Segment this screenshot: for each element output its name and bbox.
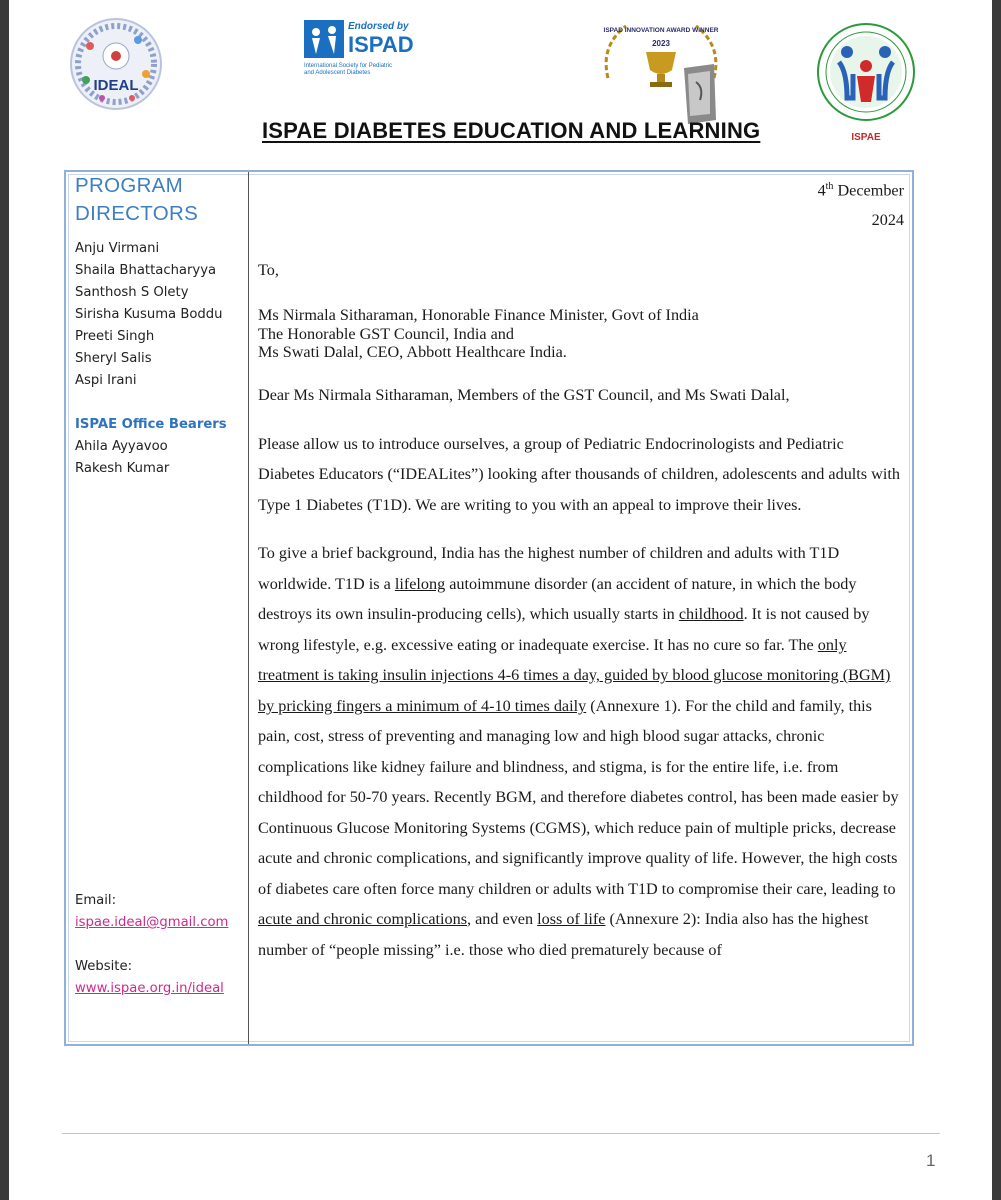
date-month: December <box>833 181 904 200</box>
website-link[interactable]: www.ispae.org.in/ideal <box>75 981 224 996</box>
left-window-edge <box>0 0 9 1200</box>
page-title: ISPAE DIABETES EDUCATION AND LEARNING <box>262 118 761 143</box>
column-divider <box>248 172 249 1044</box>
address-block <box>258 306 904 362</box>
date-suffix: th <box>825 181 834 192</box>
ispae-society-logo <box>805 14 927 146</box>
date-day: 4 <box>817 181 826 200</box>
address-line: Ms Nirmala Sitharaman, Honorable Finance Minister, Govt of India <box>258 305 699 324</box>
svg-text:and Adolescent Diabetes: and Adolescent Diabetes <box>304 70 371 76</box>
director-name: Sirisha Kusuma Boddu <box>75 307 223 322</box>
address-line: The Honorable GST Council, India and <box>258 324 514 343</box>
page-number: 1 <box>926 1151 936 1170</box>
ispad-endorsement-logo <box>302 16 426 76</box>
letter-year: 2024 <box>871 211 904 230</box>
office-bearer-name: Ahila Ayyavoo <box>75 439 168 454</box>
director-name: Sheryl Salis <box>75 351 152 366</box>
ispad-name: ISPAD <box>348 32 414 57</box>
program-directors-heading: PROGRAM DIRECTORS <box>75 174 199 225</box>
salutation: Dear Ms Nirmala Sitharaman, Members of the GST Council, and Ms Swati Dalal, <box>258 386 790 405</box>
ispad-endorsed-text: Endorsed by <box>348 21 409 32</box>
award-year: 2023 <box>652 39 670 48</box>
svg-text:International Society for Pedi: International Society for Pediatric <box>304 63 393 69</box>
right-window-edge <box>992 0 1001 1200</box>
svg-text:ISPAD INNOVATION AWARD WINNER: ISPAD INNOVATION AWARD WINNER <box>603 27 719 34</box>
intro-paragraph: Please allow us to introduce ourselves, a group of Pediatric Endocrinologists and Pediatric Diabetes Educators (“IDEALites”) looking after thousands of children, adolescents and adults with Type 1 Diabetes (T1D). We are writing to you with an appeal to improve their lives. <box>258 434 900 514</box>
ideal-logo <box>68 16 164 112</box>
underlined-childhood: childhood <box>678 605 744 624</box>
director-name: Anju Virmani <box>75 241 160 256</box>
underlined-lifelong: lifelong <box>394 574 446 593</box>
ideal-logo-text: IDEAL <box>93 77 139 94</box>
underlined-treatment: only treatment is taking insulin injections 4-6 times a day, guided by blood glucose monitoring (BGM) by pricking fingers a minimum of 4-10 times daily <box>258 635 891 715</box>
website-block <box>75 956 245 1000</box>
sidebar <box>75 172 245 480</box>
letter-date <box>258 172 904 205</box>
director-name: Preeti Singh <box>75 329 155 344</box>
director-name: Santhosh S Olety <box>75 285 189 300</box>
director-name: Aspi Irani <box>75 373 137 388</box>
underlined-loss-of-life: loss of life <box>537 910 606 929</box>
office-bearers-heading: ISPAE Office Bearers <box>75 417 227 432</box>
to-line: To, <box>258 261 279 280</box>
background-paragraph: To give a brief background, India has the highest number of children and adults with T1D worldwide. T1D is a lifelong autoimmune disorder (an accident of nature, in which the body destroys its own insulin-producing cells), which usually starts in childhood. It is not caused by wrong lifestyle, e.g. excessive eating or inadequate exercise. It has no cure so far. The only treatment is taking insulin injections 4-6 times a day, guided by blood glucose monitoring (BGM) by pricking fingers a minimum of 4-10 times daily (Annexure 1). For the child and family, this pain, cost, stress of preventing and managing low and high blood sugar attacks, chronic complications like kidney failure and blindness, and stigma, is for the entire life, i.e. from childhood for 50-70 years. Recently BGM, and therefore diabetes control, has been made easier by Continuous Glucose Monitoring Systems (CGMS), which reduce pain of multiple pricks, decrease acute and chronic complications, and significantly improve quality of life. However, the high costs of diabetes care often force many children or adults with T1D to compromise their care, leading to acute and chronic complications, and even loss of life (Annexure 2): India also has the highest number of “people missing” i.e. those who died prematurely because of <box>258 544 899 959</box>
website-label: Website: <box>75 959 133 974</box>
email-label: Email: <box>75 893 117 908</box>
email-link[interactable]: ispae.ideal@gmail.com <box>75 915 229 930</box>
letter-body <box>258 172 904 965</box>
director-name: Shaila Bhattacharyya <box>75 263 217 278</box>
email-block <box>75 890 245 934</box>
office-bearer-name: Rakesh Kumar <box>75 461 170 476</box>
office-bearer-list <box>75 436 245 480</box>
address-line: Ms Swati Dalal, CEO, Abbott Healthcare India. <box>258 343 567 362</box>
director-list <box>75 238 245 392</box>
footer-rule <box>62 1133 940 1134</box>
ispae-seal-name: ISPAE <box>851 132 881 143</box>
underlined-complications: acute and chronic complications <box>258 910 468 929</box>
